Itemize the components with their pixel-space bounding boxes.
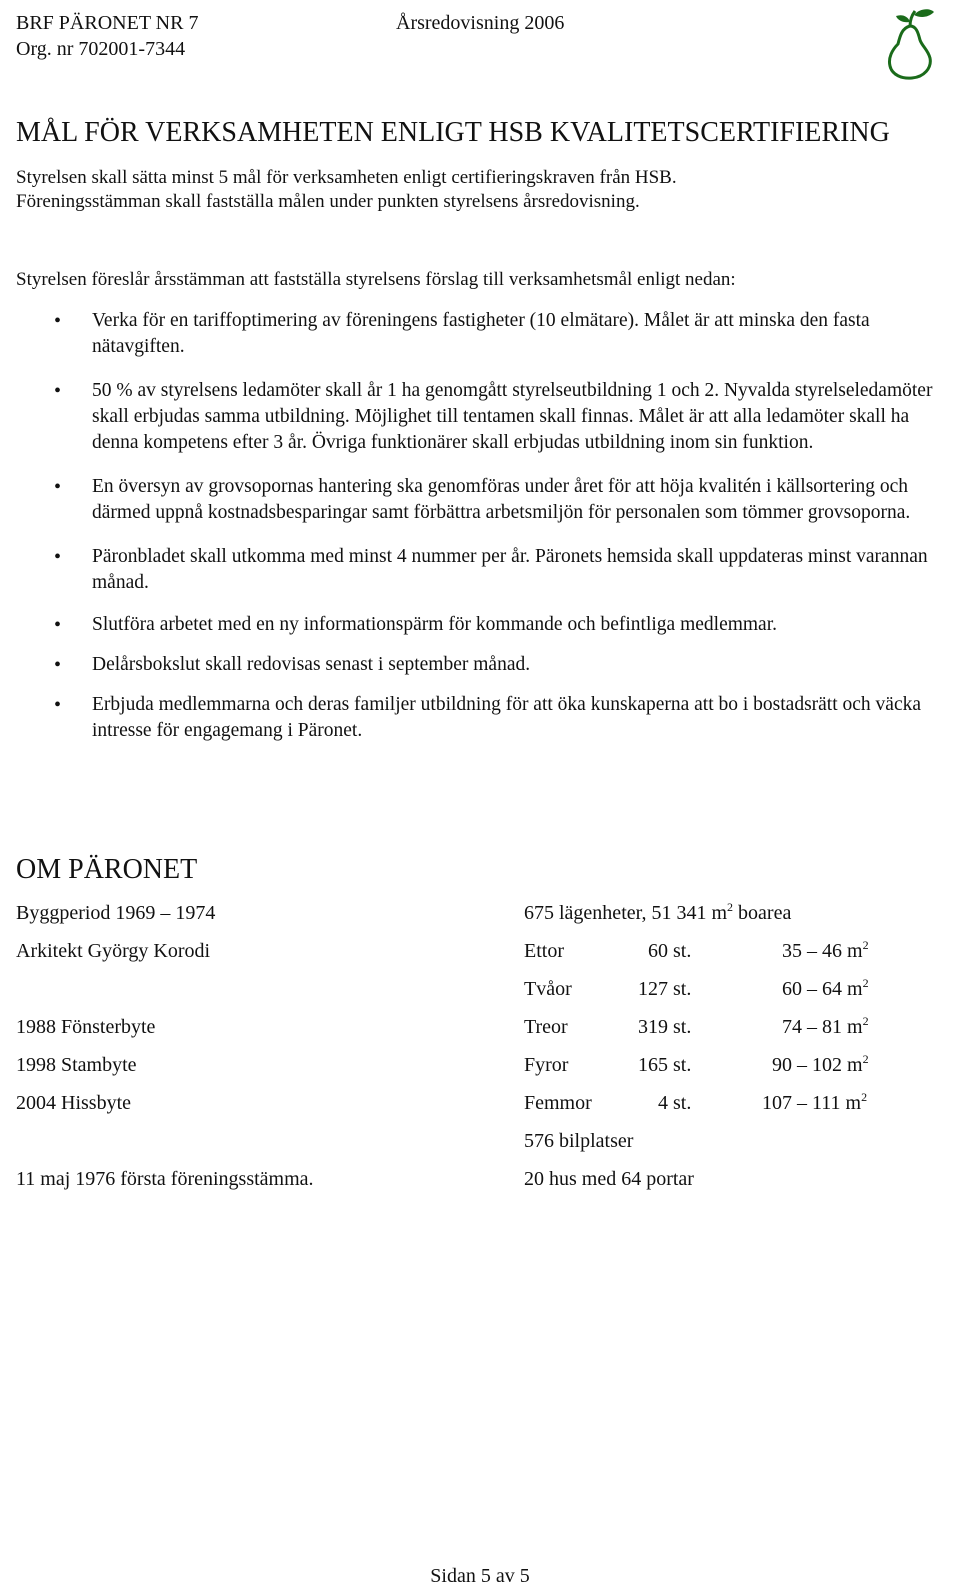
apartment-type: Ettor <box>524 940 564 962</box>
apartment-type: Treor <box>524 1016 568 1038</box>
windows-fact: 1988 Fönsterbyte <box>16 1016 156 1038</box>
about-section-title: OM PÄRONET <box>16 854 198 885</box>
apartment-size: 107 – 111 $m^2$ <box>762 1090 868 1114</box>
apartment-count: 165 st. <box>638 1054 692 1076</box>
bullet-icon: • <box>54 654 62 676</box>
apartment-size: 60 – 64 $m^2$ <box>782 976 869 1000</box>
list-item <box>16 378 946 456</box>
buildings-fact: 20 hus med 64 portar <box>524 1168 694 1190</box>
bullet-icon: • <box>54 310 62 332</box>
goal-text: Päronbladet skall utkomma med minst 4 nummer per år. Päronets hemsida skall uppdateras minst varannan månad. <box>92 546 928 593</box>
apartment-size: 35 – 46 $m^2$ <box>782 938 869 962</box>
list-item <box>16 652 946 678</box>
parking-fact: 576 bilplatser <box>524 1130 634 1152</box>
apartment-type: Femmor <box>524 1092 592 1114</box>
goal-text: Verka för en tariffoptimering av föreningens fastigheter (10 elmätare). Målet är att minska den fasta nätavgiften. <box>92 310 870 357</box>
apartment-type: Tvåor <box>524 978 572 1000</box>
goal-text: Erbjuda medlemmarna och deras familjer utbildning för att öka kunskaperna att bo i bostadsrätt och väcka intresse för engagemang i Päronet. <box>92 694 922 741</box>
page-footer: Sidan 5 av 5 <box>430 1565 530 1587</box>
bullet-icon: • <box>54 614 62 636</box>
page-header <box>16 6 944 66</box>
pipes-fact: 1998 Stambyte <box>16 1054 137 1076</box>
intro-line-2: Föreningsstämman skall fastställa målen under punkten styrelsens årsredovisning. <box>16 191 640 212</box>
architect: Arkitekt György Korodi <box>16 940 211 962</box>
list-item <box>16 308 946 360</box>
apartment-count: 319 st. <box>638 1016 692 1038</box>
unit-sup: 2 <box>727 900 734 914</box>
apartment-type: Fyror <box>524 1054 569 1076</box>
org-name: BRF PÄRONET NR 7 <box>16 12 199 34</box>
goals-intro <box>16 166 936 214</box>
bullet-icon: • <box>54 546 62 568</box>
intro-line-1: Styrelsen skall sätta minst 5 mål för verksamheten enligt certifieringskraven från HSB. <box>16 167 677 188</box>
goal-text: En översyn av grovsopornas hantering ska genomföras under året för att höja kvalitén i källsortering och därmed uppnå kostnadsbesparingar samt förbättra arbetsmiljön för personalen som tömmer grovsoporna. <box>92 476 911 523</box>
doc-title: Årsredovisning 2006 <box>396 12 565 34</box>
goal-text: 50 % av styrelsens ledamöter skall år 1 ha genomgått styrelseutbildning 1 och 2. Nyvalda styrelseledamöter skall erbjudas samma utbildning. Möjlighet till tentamen skall finnas. Målet är att alla ledamöter skall ha denna kompetens efter 3 år. Övriga funktionärer skall erbjudas utbildning inom sin funktion. <box>92 380 933 453</box>
build-period: Byggperiod 1969 – 1974 <box>16 902 216 924</box>
apartment-size: 74 – 81 $m^2$ <box>782 1014 869 1038</box>
total-apartments-suffix: boarea <box>733 902 792 924</box>
goals-proposal: Styrelsen föreslår årsstämman att fastställa styrelsens förslag till verksamhetsmål enligt nedan: <box>16 269 736 290</box>
elevators-fact: 2004 Hissbyte <box>16 1092 131 1114</box>
goal-text: Slutföra arbetet med en ny informationspärm för kommande och befintliga medlemmar. <box>92 614 778 635</box>
list-item <box>16 474 946 526</box>
pear-icon <box>880 6 938 80</box>
goal-text: Delårsbokslut skall redovisas senast i september månad. <box>92 654 531 675</box>
bullet-icon: • <box>54 694 62 716</box>
total-apartments <box>524 900 791 926</box>
apartment-count: 60 st. <box>648 940 692 962</box>
apartment-count: 4 st. <box>658 1092 692 1114</box>
first-meeting-fact: 11 maj 1976 första föreningsstämma. <box>16 1168 314 1190</box>
list-item <box>16 544 946 596</box>
goals-list <box>16 308 946 744</box>
list-item <box>16 692 946 744</box>
total-apartments-text: 675 lägenheter, 51 341 m <box>524 902 728 924</box>
list-item <box>16 612 946 638</box>
org-number: Org. nr 702001-7344 <box>16 38 186 60</box>
apartment-size: 90 – 102 $m^2$ <box>772 1052 869 1076</box>
goals-section-title: MÅL FÖR VERKSAMHETEN ENLIGT HSB KVALITETSCERTIFIERING <box>16 117 890 148</box>
bullet-icon: • <box>54 380 62 402</box>
apartment-count: 127 st. <box>638 978 692 1000</box>
bullet-icon: • <box>54 476 62 498</box>
